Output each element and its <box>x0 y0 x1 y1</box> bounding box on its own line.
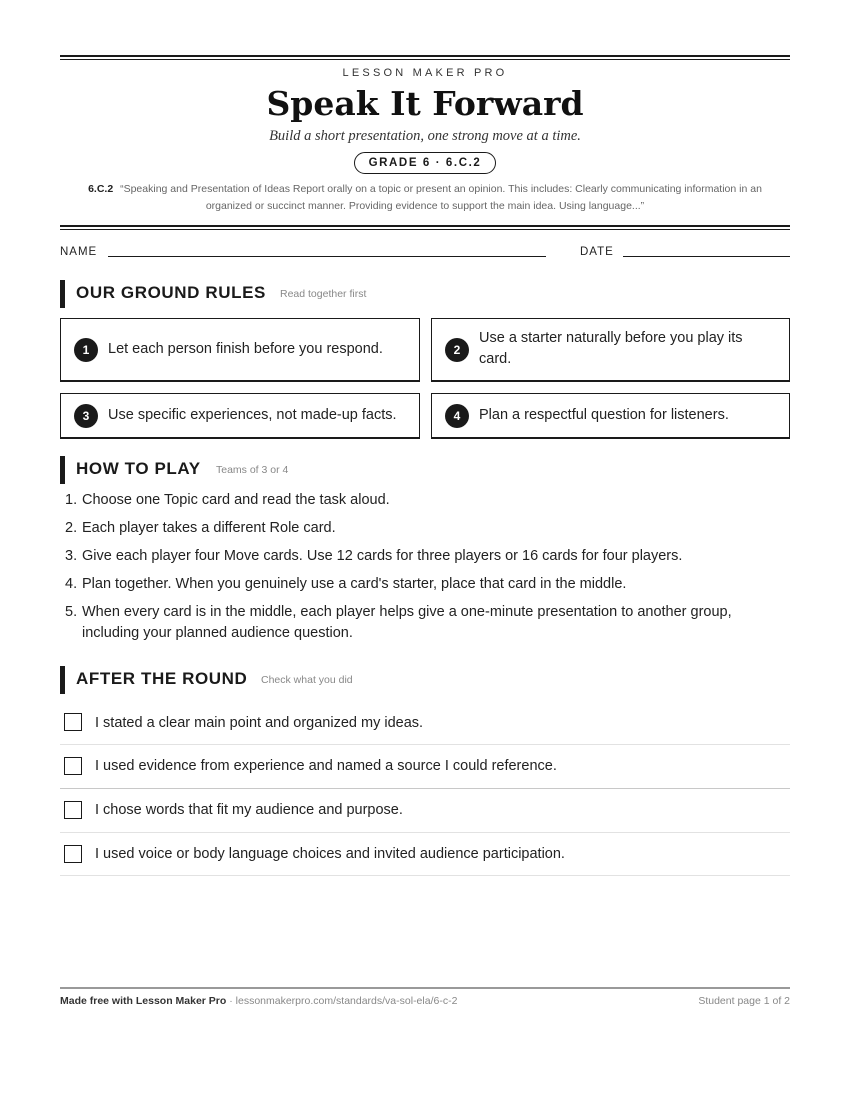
worksheet-page <box>60 0 790 1100</box>
date-label: DATE <box>580 246 614 258</box>
step-text: Plan together. When you genuinely use a card's starter, place that card in the middle. <box>82 576 627 592</box>
checkbox[interactable] <box>64 801 82 819</box>
ground-rule-card <box>431 318 790 382</box>
header-bottom-rule <box>60 225 790 230</box>
step-number: 4. <box>65 576 78 592</box>
ground-rule-card <box>60 393 420 439</box>
step-number: 3. <box>65 548 78 564</box>
list-item <box>65 602 785 644</box>
footer-rule <box>60 987 790 989</box>
section-title: HOW TO PLAY <box>76 459 201 478</box>
footer-separator: · <box>229 995 236 1007</box>
section-note: Check what you did <box>261 674 353 686</box>
standard-description <box>60 181 790 215</box>
rule-number-badge: 2 <box>445 338 469 362</box>
rule-number-badge: 3 <box>74 404 98 428</box>
page-subtitle: Build a short presentation, one strong move at a time. <box>269 128 581 144</box>
rule-text: Let each person finish before you respond. <box>108 341 383 357</box>
checkbox[interactable] <box>64 845 82 863</box>
section-accent-bar <box>60 666 65 694</box>
section-accent-bar <box>60 456 65 484</box>
checkbox[interactable] <box>64 713 82 731</box>
checklist-text: I used voice or body language choices and invited audience participation. <box>95 846 565 862</box>
section-note: Read together first <box>280 288 367 300</box>
ground-rule-card <box>60 318 420 382</box>
step-text: Choose one Topic card and read the task aloud. <box>82 492 390 508</box>
footer-url[interactable]: lessonmakerpro.com/standards/va-sol-ela/6-c-2 <box>235 995 458 1007</box>
grade-badge-wrap <box>60 152 790 174</box>
list-item <box>65 518 785 539</box>
page-title: Speak It Forward <box>266 84 584 123</box>
checklist-item <box>60 745 790 789</box>
rule-text: Use a starter naturally before you play its card. <box>479 330 743 367</box>
after-round-heading <box>60 666 790 694</box>
page-number: Student page 1 of 2 <box>698 995 790 1007</box>
header-top-rule <box>60 55 790 60</box>
rule-number-badge: 1 <box>74 338 98 362</box>
name-label: NAME <box>60 246 98 258</box>
section-title: OUR GROUND RULES <box>76 283 266 302</box>
checkbox[interactable] <box>64 757 82 775</box>
step-text: Each player takes a different Role card. <box>82 520 336 536</box>
name-date-row <box>60 244 790 264</box>
list-item <box>65 546 785 567</box>
checklist-item <box>60 789 790 833</box>
footer-made-with: Made free with Lesson Maker Pro <box>60 995 227 1007</box>
rule-text: Use specific experiences, not made-up facts. <box>108 407 397 423</box>
list-item <box>65 574 785 595</box>
brand-name: LESSON MAKER PRO <box>342 67 508 79</box>
footer-credit <box>60 995 457 1007</box>
rule-text: Plan a respectful question for listeners. <box>479 407 729 423</box>
grade-badge: GRADE 6 · 6.C.2 <box>354 152 497 174</box>
instructions-list <box>65 490 785 651</box>
step-text: Give each player four Move cards. Use 12 cards for three players or 16 cards for four players. <box>82 548 683 564</box>
standard-text: “Speaking and Presentation of Ideas Report orally on a topic or present an opinion. This includes: Clearly communicating information in an organized or succinct manner. Providing evidence to support the main idea. Using language...” <box>120 183 762 212</box>
checklist-item <box>60 832 790 876</box>
checklist-text: I chose words that fit my audience and purpose. <box>95 802 403 818</box>
checklist-item <box>60 701 790 745</box>
standard-code: 6.C.2 <box>88 183 114 195</box>
rule-number-badge: 4 <box>445 404 469 428</box>
step-number: 1. <box>65 492 78 508</box>
step-number: 5. <box>65 604 78 620</box>
how-to-play-heading <box>60 456 790 484</box>
date-field[interactable] <box>623 256 790 257</box>
list-item <box>65 490 785 511</box>
step-number: 2. <box>65 520 78 536</box>
section-title: AFTER THE ROUND <box>76 669 248 688</box>
checklist-text: I stated a clear main point and organized my ideas. <box>95 715 424 731</box>
name-field[interactable] <box>108 256 546 257</box>
ground-rule-card <box>431 393 790 439</box>
checklist-text: I used evidence from experience and named a source I could reference. <box>95 758 557 774</box>
step-text: When every card is in the middle, each player helps give a one-minute presentation to another group, including your planned audience question. <box>82 604 732 641</box>
ground-rules-heading <box>60 280 790 308</box>
section-accent-bar <box>60 280 65 308</box>
section-note: Teams of 3 or 4 <box>216 464 289 476</box>
